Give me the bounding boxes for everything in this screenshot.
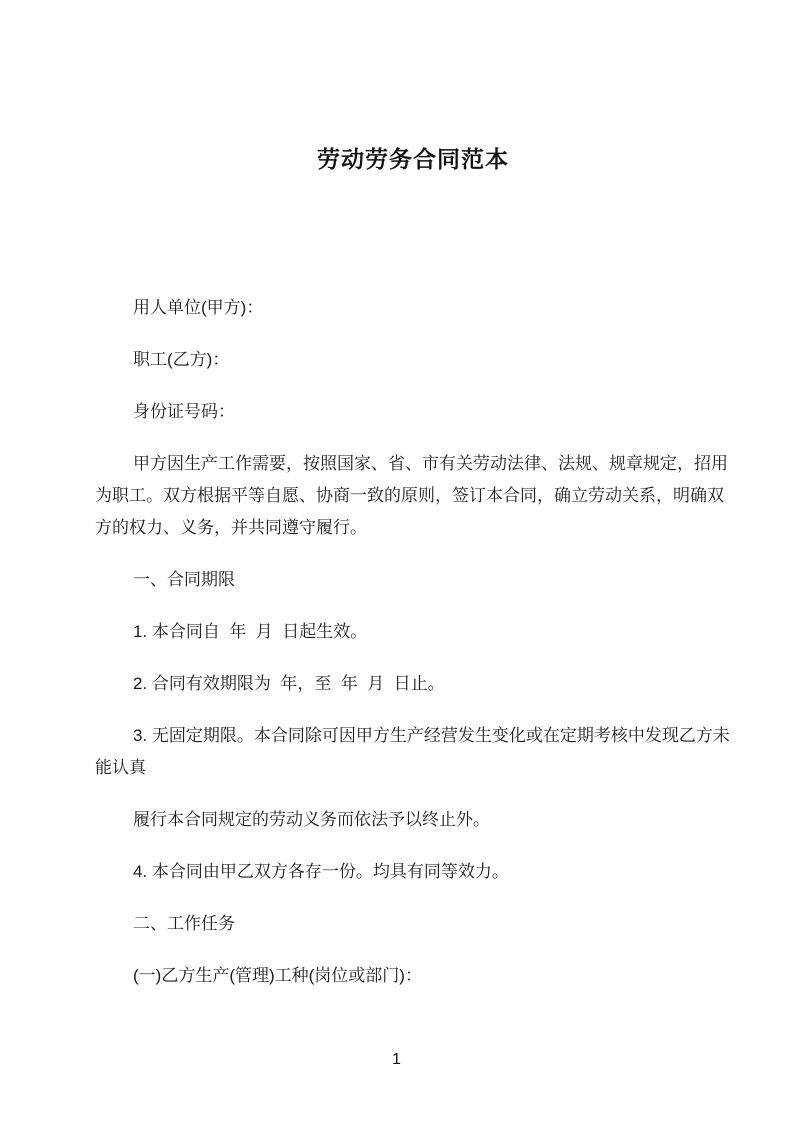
page-number: 1 — [392, 1051, 401, 1068]
heading-section-2: 二、工作任务 — [133, 914, 235, 933]
heading-section-1: 一、合同期限 — [133, 570, 235, 589]
line-party-b-label: 职工(乙方)： — [133, 350, 230, 369]
clause-3-line-2: 能认真 — [95, 758, 146, 777]
preamble-line-2: 为职工。双方根据平等自愿、协商一致的原则，签订本合同，确立劳动关系，明确双 — [95, 486, 724, 505]
document-title: 劳动劳务合同范本 — [317, 146, 509, 172]
clause-4: 4. 本合同由甲乙双方各存一份。均具有同等效力。 — [133, 862, 509, 881]
line-id-number-label: 身份证号码： — [133, 402, 235, 421]
preamble-line-1: 甲方因生产工作需要，按照国家、省、市有关劳动法律、法规、规章规定，招用 — [133, 454, 728, 473]
clause-3-continuation: 履行本合同规定的劳动义务而依法予以终止外。 — [133, 810, 490, 829]
clause-1: 1. 本合同自 年 月 日起生效。 — [133, 622, 368, 641]
preamble-line-3: 方的权力、义务，并共同遵守履行。 — [95, 518, 367, 537]
clause-2-1-label: (一)乙方生产(管理)工种(岗位或部门)： — [133, 966, 422, 985]
line-party-a-label: 用人单位(甲方)： — [133, 298, 264, 317]
clause-2: 2. 合同有效期限为 年，至 年 月 日止。 — [133, 674, 445, 693]
clause-3-line-1: 3. 无固定期限。本合同除可因甲方生产经营发生变化或在定期考核中发现乙方未 — [133, 726, 730, 745]
